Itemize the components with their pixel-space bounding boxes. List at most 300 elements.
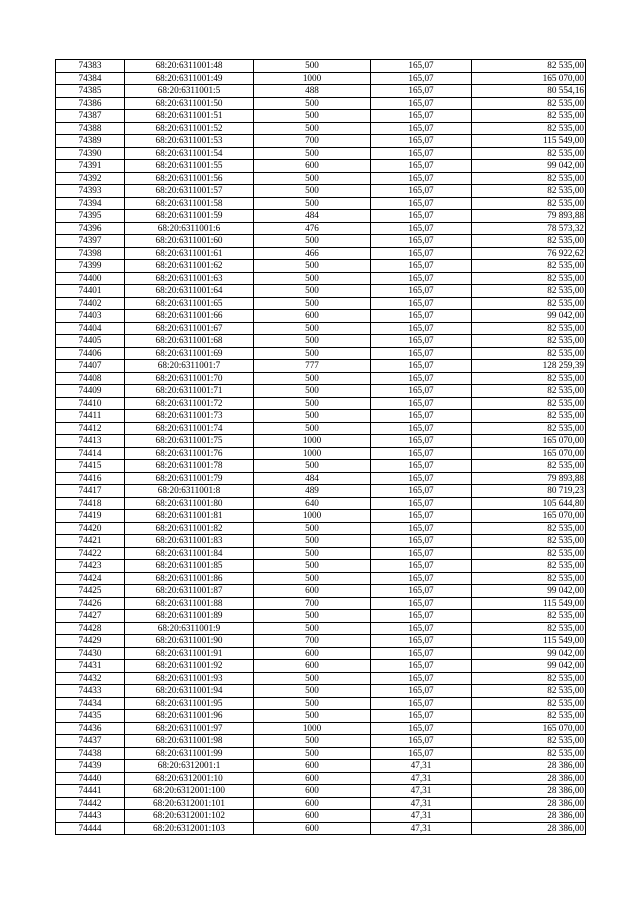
specific-value-cell: 165,07 (371, 60, 472, 73)
specific-value-cell: 165,07 (371, 372, 472, 385)
cadastral-value-cell: 82 535,00 (472, 272, 586, 285)
area-cell: 500 (254, 747, 371, 760)
area-cell: 500 (254, 172, 371, 185)
area-cell: 600 (254, 310, 371, 323)
cadastral-number-cell: 68:20:6311001:90 (125, 635, 254, 648)
specific-value-cell: 165,07 (371, 260, 472, 273)
area-cell: 640 (254, 497, 371, 510)
specific-value-cell: 165,07 (371, 535, 472, 548)
specific-value-cell: 165,07 (371, 447, 472, 460)
row-number-cell: 74392 (56, 172, 125, 185)
area-cell: 600 (254, 647, 371, 660)
table-row (56, 172, 586, 185)
row-number-cell: 74398 (56, 247, 125, 260)
specific-value-cell: 47,31 (371, 810, 472, 823)
specific-value-cell: 165,07 (371, 335, 472, 348)
area-cell: 488 (254, 85, 371, 98)
cadastral-number-cell: 68:20:6311001:87 (125, 585, 254, 598)
row-number-cell: 74404 (56, 322, 125, 335)
table-row (56, 235, 586, 248)
row-number-cell: 74415 (56, 460, 125, 473)
cadastral-number-cell: 68:20:6311001:53 (125, 135, 254, 148)
specific-value-cell: 165,07 (371, 522, 472, 535)
cadastral-value-cell: 82 535,00 (472, 710, 586, 723)
table-row (56, 597, 586, 610)
area-cell: 484 (254, 472, 371, 485)
table-row (56, 610, 586, 623)
cadastral-value-cell: 28 386,00 (472, 760, 586, 773)
cadastral-value-cell: 165 070,00 (472, 447, 586, 460)
area-cell: 600 (254, 585, 371, 598)
row-number-cell: 74412 (56, 422, 125, 435)
area-cell: 600 (254, 810, 371, 823)
area-cell: 1000 (254, 435, 371, 448)
area-cell: 500 (254, 372, 371, 385)
cadastral-number-cell: 68:20:6311001:55 (125, 160, 254, 173)
row-number-cell: 74395 (56, 210, 125, 223)
cadastral-number-cell: 68:20:6311001:86 (125, 572, 254, 585)
cadastral-value-cell: 82 535,00 (472, 385, 586, 398)
specific-value-cell: 165,07 (371, 310, 472, 323)
table-row (56, 810, 586, 823)
cadastral-value-cell: 82 535,00 (472, 235, 586, 248)
specific-value-cell: 165,07 (371, 185, 472, 198)
table-row (56, 410, 586, 423)
area-cell: 500 (254, 97, 371, 110)
specific-value-cell: 165,07 (371, 110, 472, 123)
cadastral-number-cell: 68:20:6311001:81 (125, 510, 254, 523)
cadastral-value-cell: 79 893,88 (472, 472, 586, 485)
cadastral-value-cell: 82 535,00 (472, 622, 586, 635)
cadastral-number-cell: 68:20:6311001:7 (125, 360, 254, 373)
specific-value-cell: 165,07 (371, 197, 472, 210)
cadastral-number-cell: 68:20:6311001:51 (125, 110, 254, 123)
area-cell: 500 (254, 535, 371, 548)
cadastral-value-cell: 82 535,00 (472, 747, 586, 760)
specific-value-cell: 165,07 (371, 685, 472, 698)
area-cell: 600 (254, 797, 371, 810)
cadastral-value-cell: 82 535,00 (472, 335, 586, 348)
cadastral-number-cell: 68:20:6311001:67 (125, 322, 254, 335)
cadastral-number-cell: 68:20:6311001:61 (125, 247, 254, 260)
specific-value-cell: 165,07 (371, 572, 472, 585)
cadastral-value-cell: 82 535,00 (472, 197, 586, 210)
cadastral-number-cell: 68:20:6311001:74 (125, 422, 254, 435)
cadastral-number-cell: 68:20:6311001:49 (125, 72, 254, 85)
row-number-cell: 74396 (56, 222, 125, 235)
table-row (56, 197, 586, 210)
cadastral-value-cell: 99 042,00 (472, 660, 586, 673)
row-number-cell: 74403 (56, 310, 125, 323)
cadastral-value-cell: 28 386,00 (472, 822, 586, 835)
cadastral-number-cell: 68:20:6312001:103 (125, 822, 254, 835)
specific-value-cell: 165,07 (371, 397, 472, 410)
specific-value-cell: 165,07 (371, 560, 472, 573)
row-number-cell: 74438 (56, 747, 125, 760)
table-row (56, 185, 586, 198)
cadastral-value-cell: 82 535,00 (472, 460, 586, 473)
row-number-cell: 74441 (56, 785, 125, 798)
table-row (56, 435, 586, 448)
table-row (56, 135, 586, 148)
cadastral-number-cell: 68:20:6311001:60 (125, 235, 254, 248)
cadastral-number-cell: 68:20:6312001:1 (125, 760, 254, 773)
cadastral-value-cell: 82 535,00 (472, 185, 586, 198)
specific-value-cell: 165,07 (371, 360, 472, 373)
specific-value-cell: 165,07 (371, 660, 472, 673)
cadastral-number-cell: 68:20:6312001:10 (125, 772, 254, 785)
area-cell: 500 (254, 397, 371, 410)
cadastral-number-cell: 68:20:6311001:70 (125, 372, 254, 385)
row-number-cell: 74427 (56, 610, 125, 623)
table-row (56, 385, 586, 398)
specific-value-cell: 165,07 (371, 435, 472, 448)
cadastral-value-cell: 99 042,00 (472, 310, 586, 323)
specific-value-cell: 165,07 (371, 710, 472, 723)
area-cell: 600 (254, 160, 371, 173)
cadastral-value-cell: 82 535,00 (472, 697, 586, 710)
area-cell: 500 (254, 672, 371, 685)
row-number-cell: 74439 (56, 760, 125, 773)
area-cell: 777 (254, 360, 371, 373)
table-row (56, 760, 586, 773)
specific-value-cell: 165,07 (371, 322, 472, 335)
table-row (56, 160, 586, 173)
specific-value-cell: 47,31 (371, 785, 472, 798)
row-number-cell: 74443 (56, 810, 125, 823)
row-number-cell: 74428 (56, 622, 125, 635)
specific-value-cell: 165,07 (371, 622, 472, 635)
area-cell: 500 (254, 260, 371, 273)
cadastral-value-cell: 28 386,00 (472, 772, 586, 785)
table-row (56, 322, 586, 335)
cadastral-number-cell: 68:20:6311001:89 (125, 610, 254, 623)
row-number-cell: 74440 (56, 772, 125, 785)
row-number-cell: 74416 (56, 472, 125, 485)
cadastral-value-cell: 82 535,00 (472, 347, 586, 360)
cadastral-value-cell: 82 535,00 (472, 560, 586, 573)
row-number-cell: 74411 (56, 410, 125, 423)
specific-value-cell: 165,07 (371, 385, 472, 398)
specific-value-cell: 165,07 (371, 647, 472, 660)
cadastral-value-cell: 82 535,00 (472, 372, 586, 385)
table-row (56, 797, 586, 810)
row-number-cell: 74388 (56, 122, 125, 135)
row-number-cell: 74434 (56, 697, 125, 710)
cadastral-value-cell: 82 535,00 (472, 297, 586, 310)
area-cell: 500 (254, 735, 371, 748)
table-row (56, 710, 586, 723)
area-cell: 1000 (254, 510, 371, 523)
specific-value-cell: 165,07 (371, 422, 472, 435)
cadastral-number-cell: 68:20:6311001:73 (125, 410, 254, 423)
cadastral-number-cell: 68:20:6311001:48 (125, 60, 254, 73)
table-row (56, 447, 586, 460)
cadastral-number-cell: 68:20:6311001:76 (125, 447, 254, 460)
specific-value-cell: 165,07 (371, 172, 472, 185)
table-row (56, 310, 586, 323)
cadastral-value-cell: 80 554,16 (472, 85, 586, 98)
area-cell: 500 (254, 522, 371, 535)
specific-value-cell: 165,07 (371, 72, 472, 85)
area-cell: 500 (254, 622, 371, 635)
table-row (56, 247, 586, 260)
cadastral-value-cell: 115 549,00 (472, 635, 586, 648)
specific-value-cell: 165,07 (371, 122, 472, 135)
specific-value-cell: 165,07 (371, 722, 472, 735)
table-row (56, 297, 586, 310)
cadastral-number-cell: 68:20:6311001:80 (125, 497, 254, 510)
table-row (56, 660, 586, 673)
table-row (56, 772, 586, 785)
row-number-cell: 74385 (56, 85, 125, 98)
cadastral-value-cell: 82 535,00 (472, 322, 586, 335)
table-row (56, 110, 586, 123)
row-number-cell: 74431 (56, 660, 125, 673)
cadastral-value-cell: 82 535,00 (472, 522, 586, 535)
table-row (56, 747, 586, 760)
cadastral-number-cell: 68:20:6312001:102 (125, 810, 254, 823)
cadastral-number-cell: 68:20:6311001:68 (125, 335, 254, 348)
specific-value-cell: 165,07 (371, 485, 472, 498)
area-cell: 500 (254, 460, 371, 473)
area-cell: 600 (254, 760, 371, 773)
area-cell: 600 (254, 772, 371, 785)
cadastral-number-cell: 68:20:6311001:94 (125, 685, 254, 698)
specific-value-cell: 47,31 (371, 760, 472, 773)
cadastral-value-cell: 82 535,00 (472, 172, 586, 185)
cadastral-number-cell: 68:20:6311001:62 (125, 260, 254, 273)
cadastral-value-cell: 165 070,00 (472, 510, 586, 523)
row-number-cell: 74430 (56, 647, 125, 660)
row-number-cell: 74389 (56, 135, 125, 148)
area-cell: 500 (254, 147, 371, 160)
cadastral-value-cell: 82 535,00 (472, 60, 586, 73)
specific-value-cell: 165,07 (371, 347, 472, 360)
row-number-cell: 74421 (56, 535, 125, 548)
row-number-cell: 74383 (56, 60, 125, 73)
row-number-cell: 74386 (56, 97, 125, 110)
row-number-cell: 74407 (56, 360, 125, 373)
row-number-cell: 74414 (56, 447, 125, 460)
cadastral-number-cell: 68:20:6312001:101 (125, 797, 254, 810)
cadastral-value-cell: 82 535,00 (472, 260, 586, 273)
cadastral-value-cell: 82 535,00 (472, 610, 586, 623)
row-number-cell: 74384 (56, 72, 125, 85)
specific-value-cell: 165,07 (371, 497, 472, 510)
cadastral-number-cell: 68:20:6311001:52 (125, 122, 254, 135)
row-number-cell: 74433 (56, 685, 125, 698)
cadastral-number-cell: 68:20:6311001:9 (125, 622, 254, 635)
area-cell: 500 (254, 610, 371, 623)
row-number-cell: 74402 (56, 297, 125, 310)
table-row (56, 485, 586, 498)
row-number-cell: 74444 (56, 822, 125, 835)
table-row (56, 60, 586, 73)
area-cell: 500 (254, 335, 371, 348)
cadastral-number-cell: 68:20:6311001:58 (125, 197, 254, 210)
cadastral-value-cell: 165 070,00 (472, 722, 586, 735)
area-cell: 600 (254, 785, 371, 798)
cadastral-number-cell: 68:20:6311001:95 (125, 697, 254, 710)
row-number-cell: 74424 (56, 572, 125, 585)
specific-value-cell: 165,07 (371, 235, 472, 248)
cadastral-number-cell: 68:20:6311001:83 (125, 535, 254, 548)
area-cell: 500 (254, 547, 371, 560)
specific-value-cell: 165,07 (371, 410, 472, 423)
area-cell: 500 (254, 60, 371, 73)
cadastral-number-cell: 68:20:6312001:100 (125, 785, 254, 798)
row-number-cell: 74425 (56, 585, 125, 598)
cadastral-number-cell: 68:20:6311001:5 (125, 85, 254, 98)
area-cell: 500 (254, 110, 371, 123)
specific-value-cell: 165,07 (371, 147, 472, 160)
area-cell: 500 (254, 185, 371, 198)
table-row (56, 472, 586, 485)
cadastral-number-cell: 68:20:6311001:6 (125, 222, 254, 235)
table-row (56, 822, 586, 835)
cadastral-value-cell: 82 535,00 (472, 110, 586, 123)
specific-value-cell: 165,07 (371, 672, 472, 685)
row-number-cell: 74406 (56, 347, 125, 360)
area-cell: 500 (254, 410, 371, 423)
cadastral-value-cell: 28 386,00 (472, 797, 586, 810)
cadastral-value-cell: 128 259,39 (472, 360, 586, 373)
table-row (56, 722, 586, 735)
cadastral-number-cell: 68:20:6311001:71 (125, 385, 254, 398)
specific-value-cell: 165,07 (371, 247, 472, 260)
table-row (56, 547, 586, 560)
row-number-cell: 74435 (56, 710, 125, 723)
cadastral-value-cell: 28 386,00 (472, 810, 586, 823)
cadastral-number-cell: 68:20:6311001:98 (125, 735, 254, 748)
cadastral-value-cell: 99 042,00 (472, 585, 586, 598)
cadastral-number-cell: 68:20:6311001:88 (125, 597, 254, 610)
row-number-cell: 74436 (56, 722, 125, 735)
row-number-cell: 74399 (56, 260, 125, 273)
table-row (56, 585, 586, 598)
table-row (56, 622, 586, 635)
specific-value-cell: 165,07 (371, 472, 472, 485)
area-cell: 500 (254, 685, 371, 698)
area-cell: 500 (254, 347, 371, 360)
specific-value-cell: 165,07 (371, 222, 472, 235)
cadastral-value-cell: 80 719,23 (472, 485, 586, 498)
cadastral-number-cell: 68:20:6311001:84 (125, 547, 254, 560)
area-cell: 476 (254, 222, 371, 235)
area-cell: 489 (254, 485, 371, 498)
row-number-cell: 74418 (56, 497, 125, 510)
row-number-cell: 74419 (56, 510, 125, 523)
specific-value-cell: 165,07 (371, 735, 472, 748)
specific-value-cell: 165,07 (371, 510, 472, 523)
specific-value-cell: 165,07 (371, 610, 472, 623)
table-row (56, 697, 586, 710)
cadastral-value-cell: 165 070,00 (472, 72, 586, 85)
cadastral-number-cell: 68:20:6311001:63 (125, 272, 254, 285)
area-cell: 600 (254, 660, 371, 673)
area-cell: 500 (254, 560, 371, 573)
cadastral-number-cell: 68:20:6311001:75 (125, 435, 254, 448)
cadastral-number-cell: 68:20:6311001:79 (125, 472, 254, 485)
cadastral-value-cell: 82 535,00 (472, 97, 586, 110)
cadastral-number-cell: 68:20:6311001:82 (125, 522, 254, 535)
specific-value-cell: 165,07 (371, 272, 472, 285)
table-row (56, 360, 586, 373)
area-cell: 500 (254, 272, 371, 285)
table-row (56, 85, 586, 98)
table-body (56, 60, 586, 835)
specific-value-cell: 165,07 (371, 635, 472, 648)
table-row (56, 635, 586, 648)
area-cell: 500 (254, 385, 371, 398)
specific-value-cell: 165,07 (371, 585, 472, 598)
table-row (56, 260, 586, 273)
table-row (56, 72, 586, 85)
row-number-cell: 74429 (56, 635, 125, 648)
cadastral-number-cell: 68:20:6311001:96 (125, 710, 254, 723)
cadastral-number-cell: 68:20:6311001:8 (125, 485, 254, 498)
table-row (56, 522, 586, 535)
cadastral-value-cell: 99 042,00 (472, 160, 586, 173)
area-cell: 1000 (254, 722, 371, 735)
cadastral-value-cell: 82 535,00 (472, 547, 586, 560)
row-number-cell: 74400 (56, 272, 125, 285)
table-row (56, 97, 586, 110)
table-row (56, 535, 586, 548)
row-number-cell: 74437 (56, 735, 125, 748)
table-row (56, 422, 586, 435)
row-number-cell: 74423 (56, 560, 125, 573)
row-number-cell: 74417 (56, 485, 125, 498)
specific-value-cell: 165,07 (371, 597, 472, 610)
row-number-cell: 74426 (56, 597, 125, 610)
cadastral-number-cell: 68:20:6311001:91 (125, 647, 254, 660)
area-cell: 500 (254, 710, 371, 723)
row-number-cell: 74394 (56, 197, 125, 210)
area-cell: 700 (254, 597, 371, 610)
cadastral-value-cell: 82 535,00 (472, 422, 586, 435)
row-number-cell: 74397 (56, 235, 125, 248)
cadastral-value-cell: 99 042,00 (472, 647, 586, 660)
cadastral-value-cell: 105 644,80 (472, 497, 586, 510)
cadastral-value-cell: 115 549,00 (472, 597, 586, 610)
area-cell: 700 (254, 635, 371, 648)
cadastral-number-cell: 68:20:6311001:69 (125, 347, 254, 360)
row-number-cell: 74413 (56, 435, 125, 448)
cadastral-number-cell: 68:20:6311001:65 (125, 297, 254, 310)
row-number-cell: 74422 (56, 547, 125, 560)
row-number-cell: 74401 (56, 285, 125, 298)
specific-value-cell: 165,07 (371, 297, 472, 310)
row-number-cell: 74432 (56, 672, 125, 685)
area-cell: 500 (254, 322, 371, 335)
specific-value-cell: 165,07 (371, 547, 472, 560)
row-number-cell: 74442 (56, 797, 125, 810)
table-row (56, 572, 586, 585)
table-row (56, 785, 586, 798)
table-row (56, 210, 586, 223)
area-cell: 500 (254, 122, 371, 135)
area-cell: 500 (254, 197, 371, 210)
cadastral-value-cell: 82 535,00 (472, 410, 586, 423)
cadastral-number-cell: 68:20:6311001:50 (125, 97, 254, 110)
cadastral-value-cell: 82 535,00 (472, 572, 586, 585)
cadastral-number-cell: 68:20:6311001:57 (125, 185, 254, 198)
cadastral-number-cell: 68:20:6311001:54 (125, 147, 254, 160)
cadastral-number-cell: 68:20:6311001:56 (125, 172, 254, 185)
area-cell: 500 (254, 422, 371, 435)
